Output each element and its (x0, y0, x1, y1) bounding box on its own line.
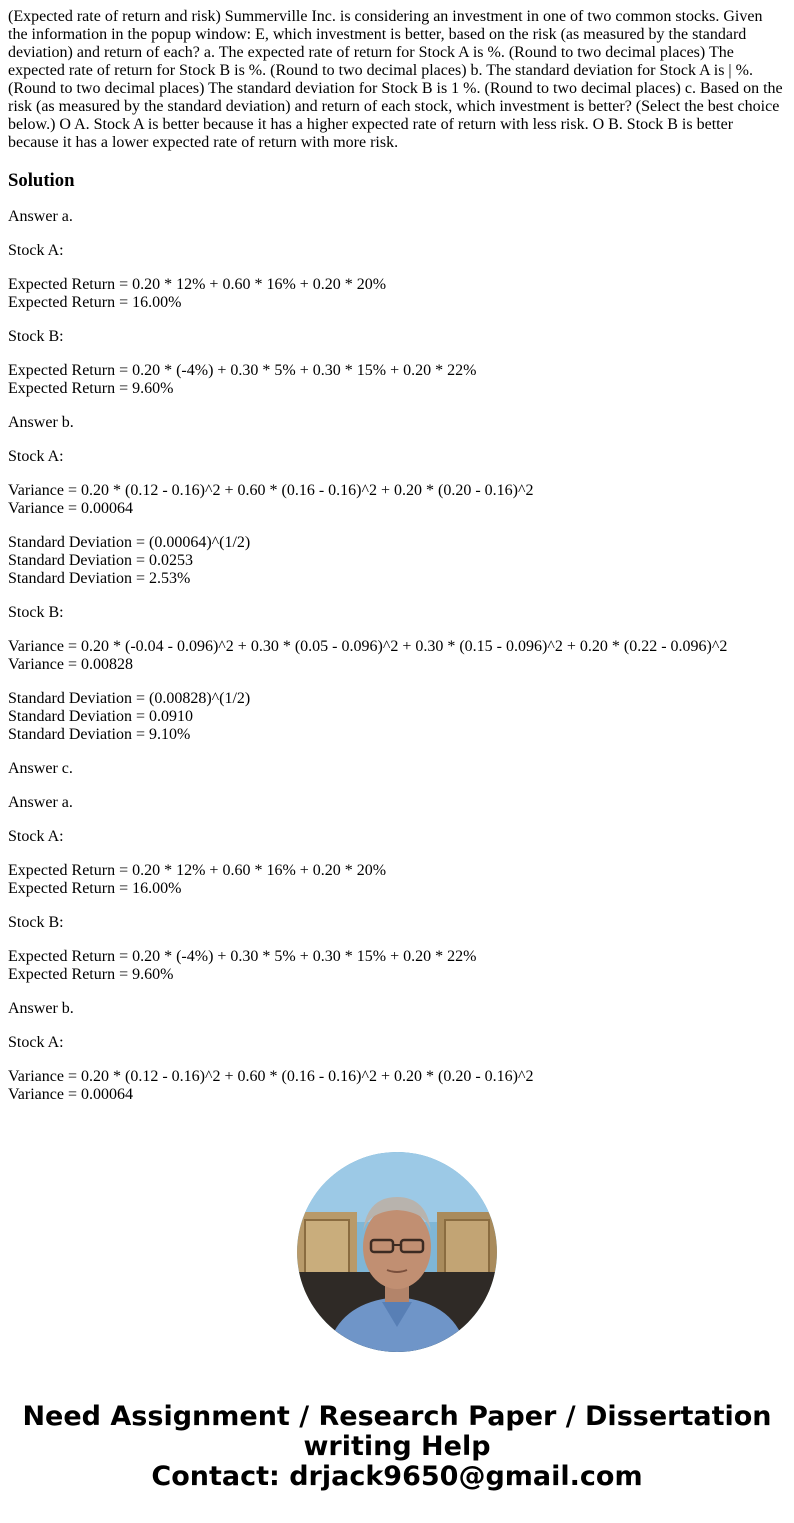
solution-paragraph (8, 276, 786, 312)
photo-container (8, 1152, 786, 1352)
solution-line: Standard Deviation = 0.0910 (8, 708, 193, 725)
solution-paragraph (8, 208, 786, 226)
solution-paragraph (8, 482, 786, 518)
solution-paragraph (8, 862, 786, 898)
solution-line: Expected Return = 16.00% (8, 294, 182, 311)
solution-paragraph (8, 448, 786, 466)
solution-paragraph (8, 638, 786, 674)
solution-line: Answer b. (8, 1000, 74, 1017)
solution-paragraph (8, 362, 786, 398)
solution-line: Variance = 0.20 * (-0.04 - 0.096)^2 + 0.30 * (0.05 - 0.096)^2 + 0.30 * (0.15 - 0.096)^2 + 0.20 * (0.22 - 0.096)^2 (8, 638, 728, 655)
solution-line: Answer a. (8, 208, 73, 225)
solution-line: Variance = 0.00064 (8, 500, 133, 517)
solution-line: Expected Return = 0.20 * (-4%) + 0.30 * 5% + 0.30 * 15% + 0.20 * 22% (8, 948, 477, 965)
solution-line: Stock A: (8, 448, 64, 465)
solution-body (8, 208, 786, 1104)
solution-line: Variance = 0.00064 (8, 1086, 133, 1103)
solution-line: Stock A: (8, 1034, 64, 1051)
solution-line: Variance = 0.00828 (8, 656, 133, 673)
question-text: (Expected rate of return and risk) Summerville Inc. is considering an investment in one of two common stocks. Given the information in the popup window: E, which investment is better, based on the risk (as measured by the standard deviation) and return of each? a. The expected rate of return for Stock A is %. (Round to two decimal places) The expected rate of return for Stock B is %. (Round to two decimal places) b. The standard deviation for Stock A is | %. (Round to two decimal places) The standard deviation for Stock B is 1 %. (Round to two decimal places) c. Based on the risk (as measured by the standard deviation) and return of each stock, which investment is better? (Select the best choice below.) O A. Stock A is better because it has a higher expected rate of return with less risk. O B. Stock B is better because it has a lower expected rate of return with more risk. (8, 8, 783, 151)
solution-line: Expected Return = 0.20 * (-4%) + 0.30 * 5% + 0.30 * 15% + 0.20 * 22% (8, 362, 477, 379)
solution-line: Standard Deviation = 9.10% (8, 726, 191, 743)
solution-heading: Solution (8, 170, 75, 191)
solution-paragraph (8, 604, 786, 622)
solution-line: Standard Deviation = 2.53% (8, 570, 191, 587)
solution-paragraph (8, 828, 786, 846)
solution-line: Standard Deviation = 0.0253 (8, 552, 193, 569)
solution-paragraph (8, 1034, 786, 1052)
solution-line: Standard Deviation = (0.00064)^(1/2) (8, 534, 251, 551)
promo-line-1: Need Assignment / Research Paper / Dissertation (22, 1401, 772, 1432)
solution-paragraph (8, 914, 786, 932)
promo-contact: Contact: drjack9650@gmail.com (151, 1461, 643, 1492)
solution-paragraph (8, 794, 786, 812)
solution-paragraph (8, 328, 786, 346)
solution-paragraph (8, 760, 786, 778)
solution-line: Answer c. (8, 760, 73, 777)
solution-paragraph (8, 1068, 786, 1104)
solution-line: Expected Return = 0.20 * 12% + 0.60 * 16% + 0.20 * 20% (8, 276, 387, 293)
solution-line: Stock A: (8, 828, 64, 845)
solution-line: Answer b. (8, 414, 74, 431)
solution-line: Variance = 0.20 * (0.12 - 0.16)^2 + 0.60 * (0.16 - 0.16)^2 + 0.20 * (0.20 - 0.16)^2 (8, 482, 534, 499)
solution-paragraph (8, 534, 786, 588)
promo-line-2: writing Help (303, 1431, 491, 1462)
tutor-photo-icon (297, 1152, 497, 1352)
solution-line: Stock B: (8, 328, 64, 345)
solution-line: Standard Deviation = (0.00828)^(1/2) (8, 690, 251, 707)
promo-banner (8, 1402, 786, 1492)
solution-line: Expected Return = 9.60% (8, 380, 174, 397)
solution-line: Answer a. (8, 794, 73, 811)
solution-paragraph (8, 1000, 786, 1018)
solution-line: Stock B: (8, 604, 64, 621)
solution-paragraph (8, 948, 786, 984)
solution-paragraph (8, 414, 786, 432)
solution-line: Variance = 0.20 * (0.12 - 0.16)^2 + 0.60 * (0.16 - 0.16)^2 + 0.20 * (0.20 - 0.16)^2 (8, 1068, 534, 1085)
solution-paragraph (8, 690, 786, 744)
solution-line: Expected Return = 16.00% (8, 880, 182, 897)
solution-line: Expected Return = 9.60% (8, 966, 174, 983)
solution-paragraph (8, 242, 786, 260)
solution-line: Stock A: (8, 242, 64, 259)
solution-line: Stock B: (8, 914, 64, 931)
solution-line: Expected Return = 0.20 * 12% + 0.60 * 16% + 0.20 * 20% (8, 862, 387, 879)
